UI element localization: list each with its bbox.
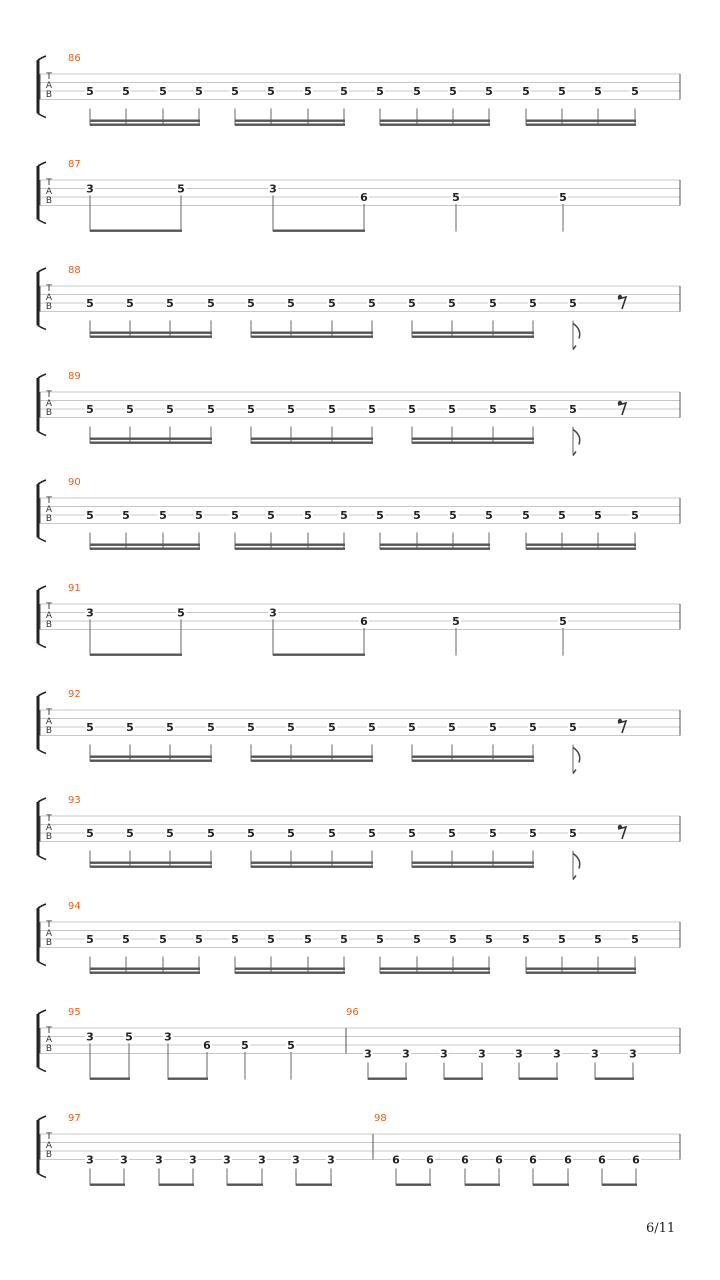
fret-number: 5 (159, 509, 167, 522)
beam (90, 968, 200, 970)
fret-number: 5 (559, 191, 567, 204)
fret-number: 5 (159, 85, 167, 98)
fret-number: 5 (368, 403, 376, 416)
tab-clef-a: A (45, 823, 53, 833)
beam (380, 972, 490, 974)
bracket-top-hook (38, 56, 46, 60)
fret-number: 5 (485, 933, 493, 946)
beam (90, 230, 182, 232)
fret-number: 6 (632, 1153, 640, 1167)
fret-number: 3 (155, 1153, 163, 1167)
fret-number: 3 (86, 1153, 94, 1167)
beam (526, 120, 636, 122)
tab-clef-a: A (45, 717, 53, 727)
fret-number: 5 (86, 85, 94, 98)
fret-number: 5 (195, 933, 203, 946)
fret-number: 5 (177, 606, 185, 620)
beam (412, 862, 534, 864)
bracket-top-hook (38, 904, 46, 908)
fret-number: 3 (553, 1047, 561, 1061)
beam (168, 1078, 208, 1080)
beam (526, 972, 636, 974)
page-number: 6/11 (646, 1221, 676, 1236)
fret-number: 5 (207, 403, 215, 416)
bracket-bottom-hook (38, 432, 46, 436)
beam (235, 124, 345, 126)
fret-number: 5 (126, 403, 134, 416)
fret-number: 5 (166, 403, 174, 416)
tab-clef-b: B (45, 90, 53, 100)
beam (251, 438, 373, 440)
bracket-bottom-hook (38, 220, 46, 224)
tab-clef-t: T (46, 1132, 52, 1142)
fret-number: 5 (122, 509, 130, 522)
fret-number: 5 (529, 721, 537, 734)
fret-number: 3 (223, 1153, 231, 1167)
fret-number: 5 (449, 509, 457, 522)
fret-number: 3 (364, 1047, 372, 1061)
tab-clef-t: T (46, 284, 52, 294)
system (38, 477, 680, 550)
fret-number: 5 (522, 509, 530, 522)
beam (227, 1184, 263, 1186)
beam (90, 1184, 125, 1186)
fret-number: 5 (287, 297, 295, 310)
fret-number: 3 (591, 1047, 599, 1061)
fret-number: 5 (631, 933, 639, 946)
fret-number: 5 (122, 933, 130, 946)
tab-clef-t: T (46, 178, 52, 188)
beam (90, 760, 212, 762)
beam (595, 1078, 634, 1080)
fret-number: 6 (564, 1153, 572, 1167)
fret-number: 3 (440, 1047, 448, 1061)
tab-clef-a: A (45, 611, 53, 621)
fret-number: 5 (489, 403, 497, 416)
measure-number: 87 (68, 159, 81, 170)
system (38, 795, 680, 880)
system (38, 159, 680, 232)
fret-number: 5 (368, 297, 376, 310)
fret-number: 5 (166, 721, 174, 734)
fret-number: 6 (360, 191, 368, 204)
fret-number: 5 (207, 721, 215, 734)
beam (251, 760, 373, 762)
beam (90, 442, 212, 444)
fret-number: 3 (327, 1153, 335, 1167)
tab-clef-t: T (46, 1026, 52, 1036)
tab-clef-a: A (45, 1141, 53, 1151)
beam (90, 120, 200, 122)
beam (368, 1078, 407, 1080)
fret-number: 6 (360, 615, 368, 628)
fret-number: 5 (522, 85, 530, 98)
measure-number: 96 (346, 1007, 359, 1018)
fret-number: 5 (449, 933, 457, 946)
beam (412, 332, 534, 334)
beam (602, 1184, 637, 1186)
system (38, 1007, 680, 1080)
beam (273, 230, 365, 232)
fret-number: 5 (166, 827, 174, 840)
tab-clef-b: B (45, 726, 53, 736)
bracket-top-hook (38, 1010, 46, 1014)
fret-number: 5 (267, 85, 275, 98)
bracket-bottom-hook (38, 1174, 46, 1178)
beam (526, 968, 636, 970)
beam (251, 336, 373, 338)
tab-clef-t: T (46, 496, 52, 506)
fret-number: 5 (125, 1030, 133, 1044)
fret-number: 5 (231, 85, 239, 98)
fret-number: 5 (207, 297, 215, 310)
tab-clef-t: T (46, 390, 52, 400)
fret-number: 5 (86, 827, 94, 840)
beam (90, 972, 200, 974)
beam (235, 548, 345, 550)
fret-number: 5 (558, 509, 566, 522)
fret-number: 5 (408, 721, 416, 734)
fret-number: 5 (529, 403, 537, 416)
tab-clef-a: A (45, 929, 53, 939)
note-flag (573, 748, 580, 763)
tab-clef-a: A (45, 1035, 53, 1045)
fret-number: 5 (247, 721, 255, 734)
measure-number: 89 (68, 371, 81, 382)
beam (412, 442, 534, 444)
fret-number: 5 (448, 827, 456, 840)
fret-number: 5 (408, 827, 416, 840)
measure-number: 90 (68, 477, 81, 488)
fret-number: 3 (269, 182, 277, 196)
measure-number: 91 (68, 583, 81, 594)
system (38, 265, 680, 350)
beam (296, 1184, 332, 1186)
measure-number: 95 (68, 1007, 81, 1018)
fret-number: 5 (328, 827, 336, 840)
note-flag (573, 324, 580, 339)
fret-number: 5 (159, 933, 167, 946)
fret-number: 5 (86, 403, 94, 416)
beam (90, 332, 212, 334)
fret-number: 3 (258, 1153, 266, 1167)
fret-number: 3 (292, 1153, 300, 1167)
fret-number: 5 (558, 85, 566, 98)
fret-number: 5 (368, 827, 376, 840)
fret-number: 5 (122, 85, 130, 98)
fret-number: 5 (287, 827, 295, 840)
fret-number: 5 (594, 933, 602, 946)
fret-number: 5 (328, 721, 336, 734)
beam (235, 544, 345, 546)
tab-clef-b: B (45, 1150, 53, 1160)
tab-clef-b: B (45, 196, 53, 206)
fret-number: 5 (529, 827, 537, 840)
beam (412, 866, 534, 868)
measure-number: 93 (68, 795, 81, 806)
beam (519, 1078, 558, 1080)
fret-number: 5 (631, 509, 639, 522)
beam (90, 548, 200, 550)
fret-number: 5 (408, 297, 416, 310)
bracket-top-hook (38, 798, 46, 802)
fret-number: 5 (413, 933, 421, 946)
fret-number: 5 (448, 297, 456, 310)
beam (380, 968, 490, 970)
fret-number: 5 (247, 297, 255, 310)
fret-number: 3 (164, 1030, 172, 1044)
fret-number: 5 (448, 403, 456, 416)
fret-number: 6 (203, 1039, 211, 1052)
note-flag (573, 854, 580, 869)
fret-number: 5 (195, 85, 203, 98)
fret-number: 5 (631, 85, 639, 98)
bracket-top-hook (38, 268, 46, 272)
fret-number: 3 (269, 606, 277, 620)
fret-number: 5 (86, 297, 94, 310)
tab-clef-b: B (45, 832, 53, 842)
fret-number: 5 (594, 509, 602, 522)
system (38, 901, 680, 974)
tab-clef-b: B (45, 1044, 53, 1054)
fret-number: 6 (426, 1153, 434, 1167)
fret-number: 5 (594, 85, 602, 98)
bracket-bottom-hook (38, 538, 46, 542)
fret-number: 3 (120, 1153, 128, 1167)
beam (90, 866, 212, 868)
fret-number: 5 (413, 85, 421, 98)
fret-number: 5 (452, 615, 460, 628)
fret-number: 5 (126, 827, 134, 840)
beam (90, 756, 212, 758)
fret-number: 3 (86, 1030, 94, 1044)
fret-number: 5 (569, 827, 577, 840)
fret-number: 5 (559, 615, 567, 628)
beam (235, 972, 345, 974)
fret-number: 5 (267, 509, 275, 522)
beam (380, 120, 490, 122)
fret-number: 3 (189, 1153, 197, 1167)
beam (159, 1184, 194, 1186)
bracket-bottom-hook (38, 1068, 46, 1072)
system (38, 53, 680, 126)
fret-number: 5 (485, 85, 493, 98)
fret-number: 5 (304, 509, 312, 522)
fret-number: 5 (529, 297, 537, 310)
fret-number: 5 (485, 509, 493, 522)
bracket-bottom-hook (38, 856, 46, 860)
bracket-bottom-hook (38, 644, 46, 648)
fret-number: 3 (478, 1047, 486, 1061)
fret-number: 5 (489, 827, 497, 840)
beam (90, 438, 212, 440)
fret-number: 5 (449, 85, 457, 98)
beam (251, 862, 373, 864)
fret-number: 5 (569, 403, 577, 416)
fret-number: 5 (287, 1039, 295, 1052)
fret-number: 6 (495, 1153, 503, 1167)
fret-number: 5 (126, 721, 134, 734)
fret-number: 5 (177, 182, 185, 196)
measure-number: 86 (68, 53, 81, 64)
bracket-bottom-hook (38, 962, 46, 966)
fret-number: 5 (231, 933, 239, 946)
fret-number: 5 (247, 827, 255, 840)
fret-number: 3 (402, 1047, 410, 1061)
beam (251, 866, 373, 868)
beam (526, 124, 636, 126)
beam (273, 654, 365, 656)
fret-number: 5 (413, 509, 421, 522)
fret-number: 5 (166, 297, 174, 310)
beam (396, 1184, 431, 1186)
measure-number: 94 (68, 901, 81, 912)
tab-clef-a: A (45, 187, 53, 197)
beam (251, 332, 373, 334)
system (38, 371, 680, 456)
tab-clef-b: B (45, 302, 53, 312)
bracket-top-hook (38, 374, 46, 378)
fret-number: 5 (241, 1039, 249, 1052)
system (38, 583, 680, 656)
beam (412, 438, 534, 440)
fret-number: 5 (408, 403, 416, 416)
measure-number: 98 (374, 1113, 387, 1124)
bracket-top-hook (38, 480, 46, 484)
fret-number: 6 (598, 1153, 606, 1167)
bracket-bottom-hook (38, 750, 46, 754)
fret-number: 5 (522, 933, 530, 946)
fret-number: 5 (376, 509, 384, 522)
fret-number: 5 (368, 721, 376, 734)
fret-number: 6 (461, 1153, 469, 1167)
beam (533, 1184, 569, 1186)
fret-number: 5 (452, 191, 460, 204)
fret-number: 5 (489, 721, 497, 734)
fret-number: 5 (126, 297, 134, 310)
fret-number: 6 (392, 1153, 400, 1167)
beam (412, 760, 534, 762)
tab-clef-t: T (46, 602, 52, 612)
beam (444, 1078, 483, 1080)
fret-number: 5 (86, 721, 94, 734)
measure-number: 88 (68, 265, 81, 276)
fret-number: 3 (629, 1047, 637, 1061)
fret-number: 5 (328, 297, 336, 310)
fret-number: 5 (86, 509, 94, 522)
bracket-bottom-hook (38, 326, 46, 330)
fret-number: 5 (207, 827, 215, 840)
fret-number: 5 (328, 403, 336, 416)
beam (90, 336, 212, 338)
beam (90, 1078, 130, 1080)
beam (235, 968, 345, 970)
bracket-bottom-hook (38, 114, 46, 118)
tab-clef-t: T (46, 72, 52, 82)
measure-number: 92 (68, 689, 81, 700)
bracket-top-hook (38, 692, 46, 696)
fret-number: 5 (340, 509, 348, 522)
fret-number: 5 (231, 509, 239, 522)
beam (90, 654, 182, 656)
tab-clef-a: A (45, 505, 53, 515)
fret-number: 5 (287, 721, 295, 734)
beam (380, 544, 490, 546)
fret-number: 3 (86, 182, 94, 196)
tab-clef-b: B (45, 938, 53, 948)
beam (526, 548, 636, 550)
tab-clef-a: A (45, 81, 53, 91)
bracket-top-hook (38, 586, 46, 590)
fret-number: 5 (340, 85, 348, 98)
bracket-top-hook (38, 162, 46, 166)
system (38, 1113, 680, 1186)
tab-clef-a: A (45, 399, 53, 409)
fret-number: 5 (569, 721, 577, 734)
bracket-top-hook (38, 1116, 46, 1120)
fret-number: 5 (247, 403, 255, 416)
fret-number: 5 (448, 721, 456, 734)
fret-number: 3 (86, 606, 94, 620)
fret-number: 5 (267, 933, 275, 946)
fret-number: 5 (287, 403, 295, 416)
beam (380, 548, 490, 550)
fret-number: 5 (304, 85, 312, 98)
beam (412, 336, 534, 338)
beam (90, 544, 200, 546)
beam (380, 124, 490, 126)
tab-clef-t: T (46, 920, 52, 930)
tab-clef-a: A (45, 293, 53, 303)
fret-number: 5 (376, 85, 384, 98)
tab-clef-t: T (46, 814, 52, 824)
tab-clef-t: T (46, 708, 52, 718)
fret-number: 5 (376, 933, 384, 946)
beam (251, 442, 373, 444)
fret-number: 5 (340, 933, 348, 946)
measure-number: 97 (68, 1113, 81, 1124)
beam (251, 756, 373, 758)
tab-clef-b: B (45, 408, 53, 418)
fret-number: 3 (515, 1047, 523, 1061)
fret-number: 6 (529, 1153, 537, 1167)
tab-clef-b: B (45, 620, 53, 630)
beam (526, 544, 636, 546)
fret-number: 5 (195, 509, 203, 522)
beam (465, 1184, 500, 1186)
note-flag (573, 430, 580, 445)
beam (235, 120, 345, 122)
fret-number: 5 (558, 933, 566, 946)
fret-number: 5 (86, 933, 94, 946)
beam (90, 862, 212, 864)
tab-clef-b: B (45, 514, 53, 524)
fret-number: 5 (304, 933, 312, 946)
system (38, 689, 680, 774)
fret-number: 5 (569, 297, 577, 310)
fret-number: 5 (489, 297, 497, 310)
beam (90, 124, 200, 126)
beam (412, 756, 534, 758)
